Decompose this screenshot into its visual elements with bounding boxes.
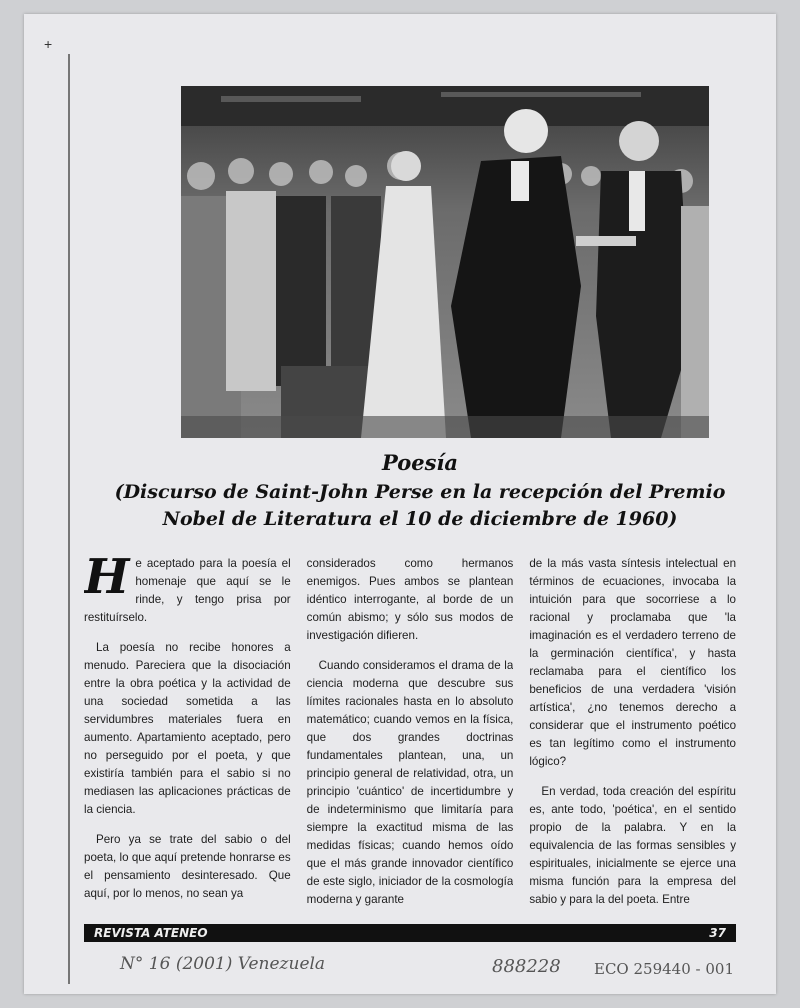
page-number: 37 [709, 926, 726, 940]
handwritten-number: 888228 [492, 956, 561, 977]
text-column-2 [307, 555, 514, 915]
article-body-columns [84, 555, 736, 915]
paragraph: de la más vasta síntesis intelectual en términos de ecuaciones, invocaba la intuición para que socorriese a lo racional y proclamaba que 'la imaginación es el verdadero terreno de la germinación científica', y hasta reclamaba para el científico los beneficios de una verdadera 'visión artística', ¿no tenemos derecho a considerar que el instrumento poético es tan legítimo como el instrumento lógico? [529, 557, 737, 768]
paragraph: En verdad, toda creación del espíritu es, ante todo, 'poética', en el sentido propio de la palabra. Y en la equivalencia de las formas sensibles y espirituales, inicialmente se ejerce una misma función para la empresa del sabio y para la del poeta. Entre [529, 785, 737, 906]
drop-cap: H [84, 555, 130, 605]
paragraph: Pero ya se trate del sabio o del poeta, lo que aquí pretende honrarse es el pensamiento desinteresado. Que aquí, por lo menos, no sean ya [84, 833, 291, 900]
paragraph: considerados como hermanos enemigos. Pues ambos se plantean idéntico interrogante, al borde de un común abismo; y sólo sus modos de investigación difieren. [306, 557, 514, 642]
magazine-name: REVISTA ATENEO [94, 926, 208, 940]
article-subtitle-line1: (Discurso de Saint-John Perse en la recepción del Premio [114, 481, 726, 503]
scanned-page [24, 14, 776, 994]
text-column-3 [529, 555, 736, 915]
ceremony-photo-image [181, 86, 709, 438]
margin-cross-mark: + [44, 36, 53, 52]
article-subtitle-line2: Nobel de Literatura el 10 de diciembre de 1960) [162, 508, 678, 530]
photograph-nobel-ceremony [181, 86, 709, 438]
article-title: Poesía [381, 450, 458, 475]
paragraph: La poesía no recibe honores a menudo. Pareciera que la disociación entre la obra poética y la actividad de una sociedad sometida a las servidumbres materiales fuera en aumento. Apartamiento aceptado, pero no perseguido por el poeta, y que existiría también para el sabio si no mediasen las aplicaciones prácticas de la ciencia. [84, 641, 291, 816]
paragraph: Cuando consideramos el drama de la ciencia moderna que descubre sus límites racionales hasta en lo absoluto matemático; cuando vemos en la física, que dos grandes doctrinas fundamentales plantean, una, un principio general de relatividad, otra, un principio 'cuántico' de incertidumbre y de indeterminismo que limitaría para siempre la exactitud misma de las medidas físicas; cuando hemos oído que el más grande innovador científico de este siglo, iniciador de la cosmología moderna y garante [306, 659, 514, 906]
page-footer-bar [84, 924, 736, 942]
catalog-id-stamp: ECO 259440 - 001 [594, 960, 734, 978]
article-title-block [70, 450, 770, 533]
paragraph [84, 555, 291, 627]
paragraph-text: e aceptado para la poesía el homenaje que aquí se le rinde, y tengo prisa por restituírselo. [84, 557, 291, 624]
text-column-1 [84, 555, 291, 915]
handwritten-issue-note: N° 16 (2001) Venezuela [120, 954, 326, 974]
